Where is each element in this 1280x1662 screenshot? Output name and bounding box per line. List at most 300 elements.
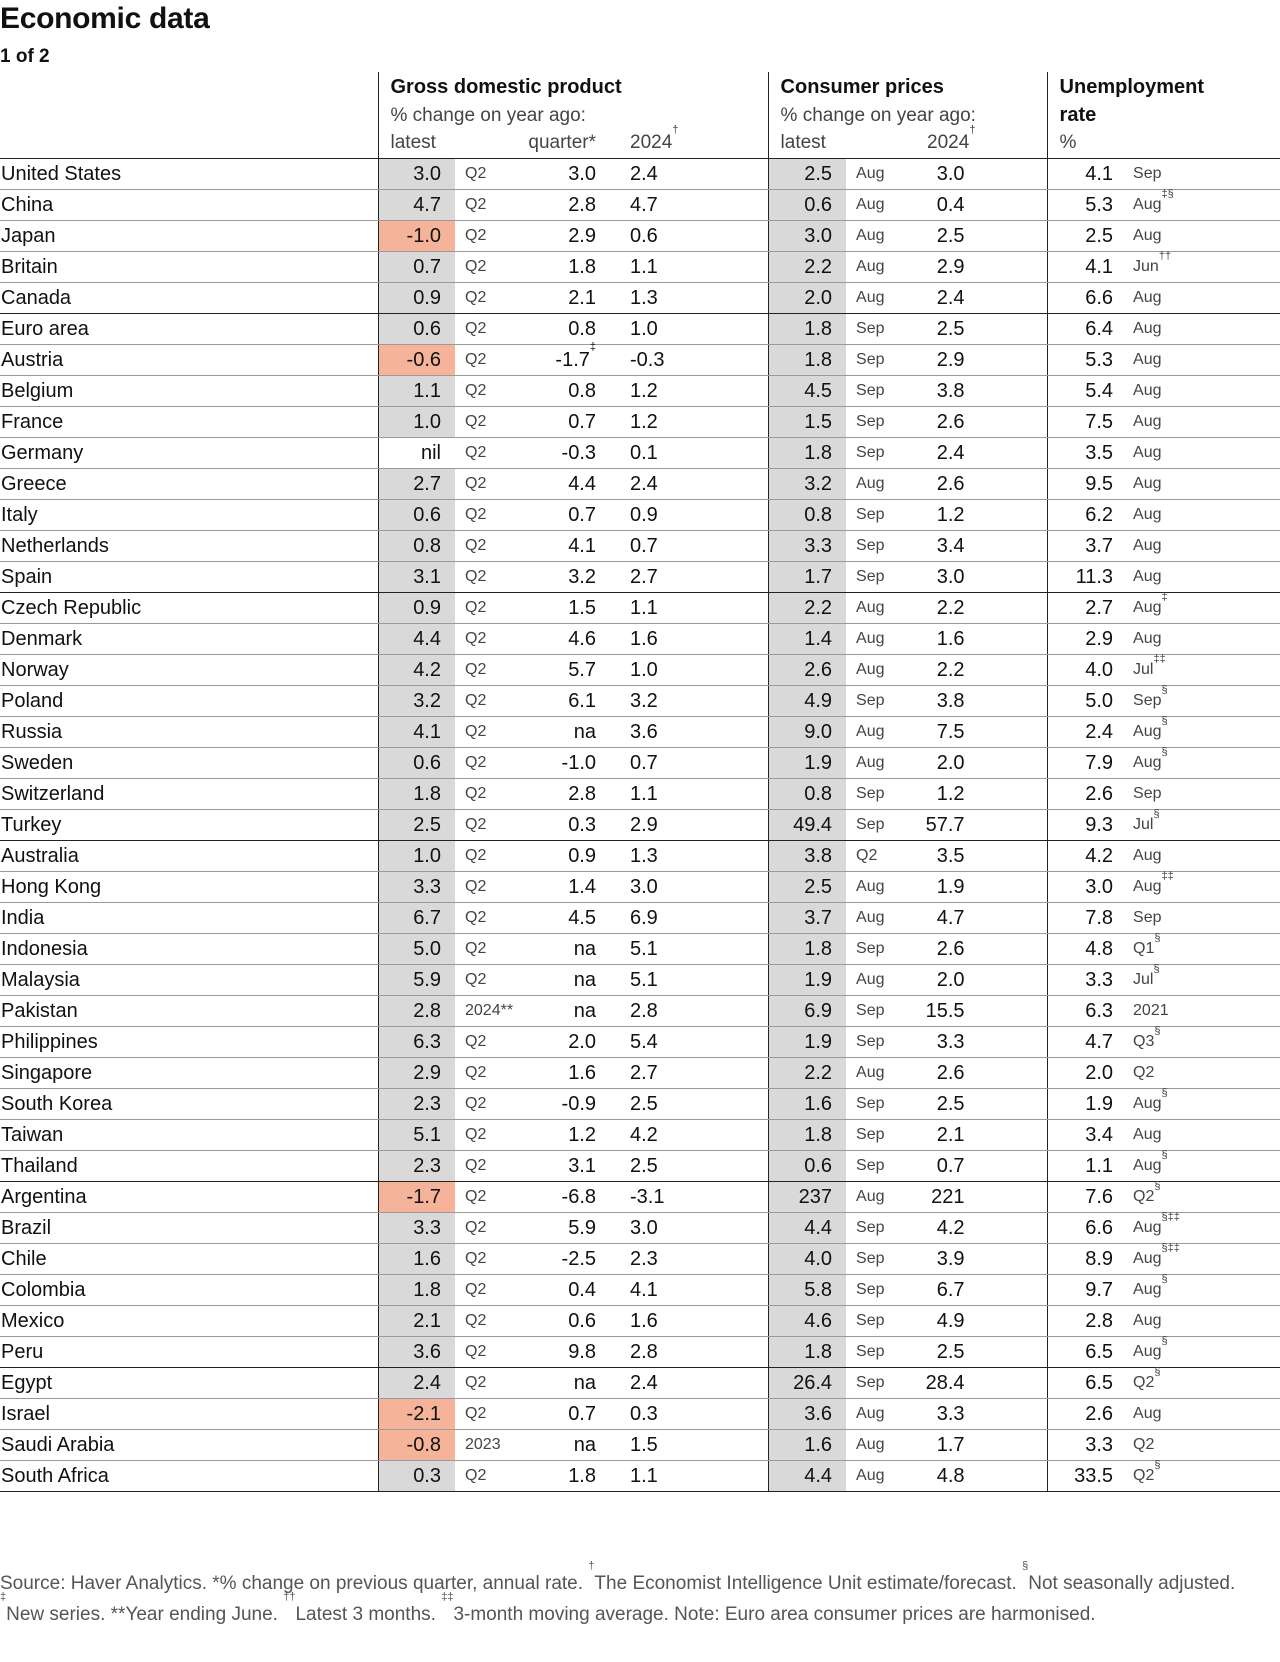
cp-2024-value: 6.7 bbox=[905, 1275, 1047, 1306]
cp-2024-value: 2.6 bbox=[905, 469, 1047, 500]
cp-latest-value: 49.4 bbox=[768, 810, 846, 841]
gdp-period: Q2 bbox=[455, 531, 525, 562]
unemployment-period: Q2 bbox=[1123, 1058, 1280, 1089]
unemployment-period: Aug bbox=[1123, 1306, 1280, 1337]
gdp-quarter-value: 2.9 bbox=[525, 221, 600, 252]
gdp-latest-value: 3.6 bbox=[378, 1337, 455, 1368]
cp-period: Sep bbox=[846, 562, 905, 593]
table-row bbox=[0, 469, 1280, 500]
gdp-period: Q2 bbox=[455, 159, 525, 190]
unemployment-rate-value: 9.7 bbox=[1047, 1275, 1123, 1306]
cp-latest-value: 5.8 bbox=[768, 1275, 846, 1306]
unemployment-rate-value: 4.7 bbox=[1047, 1027, 1123, 1058]
gdp-quarter-value: 1.8 bbox=[525, 252, 600, 283]
cp-period: Sep bbox=[846, 438, 905, 469]
unemployment-rate-value: 4.0 bbox=[1047, 655, 1123, 686]
gdp-latest-value: 3.1 bbox=[378, 562, 455, 593]
unemployment-rate-value: 5.0 bbox=[1047, 686, 1123, 717]
cp-latest-value: 3.6 bbox=[768, 1399, 846, 1430]
header-gdp: Gross domestic product bbox=[378, 72, 768, 99]
cp-period: Aug bbox=[846, 159, 905, 190]
cp-2024-value: 2.9 bbox=[905, 345, 1047, 376]
gdp-latest-value: 5.1 bbox=[378, 1120, 455, 1151]
cp-period: Aug bbox=[846, 1461, 905, 1492]
gdp-quarter-value: -1.0 bbox=[525, 748, 600, 779]
cp-latest-value: 1.5 bbox=[768, 407, 846, 438]
cp-latest-value: 4.5 bbox=[768, 376, 846, 407]
gdp-2024-value: 5.4 bbox=[600, 1027, 768, 1058]
unemployment-period: Aug bbox=[1123, 531, 1280, 562]
unemployment-period: Aug‡‡ bbox=[1123, 872, 1280, 903]
unemployment-rate-value: 6.4 bbox=[1047, 314, 1123, 345]
cp-period: Sep bbox=[846, 1027, 905, 1058]
gdp-period: Q2 bbox=[455, 252, 525, 283]
unemployment-rate-value: 5.3 bbox=[1047, 190, 1123, 221]
unemployment-period: Jul‡‡ bbox=[1123, 655, 1280, 686]
table-row bbox=[0, 655, 1280, 686]
unemployment-period: Aug bbox=[1123, 345, 1280, 376]
country-name: Poland bbox=[0, 686, 378, 717]
gdp-period: Q2 bbox=[455, 1213, 525, 1244]
gdp-quarter-value: 9.8 bbox=[525, 1337, 600, 1368]
gdp-quarter-value: 2.8 bbox=[525, 190, 600, 221]
gdp-2024-value: 5.1 bbox=[600, 934, 768, 965]
gdp-2024-value: 5.1 bbox=[600, 965, 768, 996]
gdp-quarter-value: 0.3 bbox=[525, 810, 600, 841]
cp-2024-value: 2.5 bbox=[905, 221, 1047, 252]
gdp-quarter-value: 1.6 bbox=[525, 1058, 600, 1089]
cp-period: Sep bbox=[846, 686, 905, 717]
country-name: Egypt bbox=[0, 1368, 378, 1399]
table-row bbox=[0, 872, 1280, 903]
cp-2024-value: 4.7 bbox=[905, 903, 1047, 934]
gdp-quarter-value: 0.9 bbox=[525, 841, 600, 872]
cp-2024-value: 0.4 bbox=[905, 190, 1047, 221]
table-row bbox=[0, 190, 1280, 221]
gdp-quarter-value: 6.1 bbox=[525, 686, 600, 717]
table-row bbox=[0, 1275, 1280, 1306]
gdp-latest-value: 2.5 bbox=[378, 810, 455, 841]
gdp-latest-value: 1.6 bbox=[378, 1244, 455, 1275]
cp-latest-value: 1.8 bbox=[768, 1337, 846, 1368]
cp-latest-value: 4.4 bbox=[768, 1213, 846, 1244]
unemployment-rate-value: 11.3 bbox=[1047, 562, 1123, 593]
unemployment-rate-value: 6.2 bbox=[1047, 500, 1123, 531]
gdp-2024-value: 0.6 bbox=[600, 221, 768, 252]
gdp-quarter-value: 0.7 bbox=[525, 407, 600, 438]
unemployment-period: Aug§ bbox=[1123, 1337, 1280, 1368]
cp-latest-value: 2.0 bbox=[768, 283, 846, 314]
unemployment-period: Aug bbox=[1123, 500, 1280, 531]
table-row bbox=[0, 810, 1280, 841]
cp-latest-value: 1.8 bbox=[768, 314, 846, 345]
table-row bbox=[0, 903, 1280, 934]
cp-period: Sep bbox=[846, 934, 905, 965]
country-name: South Korea bbox=[0, 1089, 378, 1120]
cp-period: Aug bbox=[846, 221, 905, 252]
table-row bbox=[0, 314, 1280, 345]
gdp-2024-value: 2.5 bbox=[600, 1089, 768, 1120]
cp-2024-value: 3.5 bbox=[905, 841, 1047, 872]
gdp-quarter-value: na bbox=[525, 717, 600, 748]
cp-period: Aug bbox=[846, 965, 905, 996]
gdp-2024-value: 1.3 bbox=[600, 283, 768, 314]
unemployment-period: Aug§ bbox=[1123, 748, 1280, 779]
gdp-period: Q2 bbox=[455, 283, 525, 314]
cp-2024-value: 3.4 bbox=[905, 531, 1047, 562]
gdp-2024-value: 2.4 bbox=[600, 159, 768, 190]
gdp-latest-value: 2.7 bbox=[378, 469, 455, 500]
gdp-2024-value: 1.6 bbox=[600, 624, 768, 655]
unemployment-rate-value: 7.6 bbox=[1047, 1182, 1123, 1213]
cp-latest-value: 1.6 bbox=[768, 1430, 846, 1461]
cp-latest-value: 3.3 bbox=[768, 531, 846, 562]
table-row bbox=[0, 283, 1280, 314]
table-row bbox=[0, 996, 1280, 1027]
gdp-2024-value: 1.2 bbox=[600, 407, 768, 438]
gdp-latest-value: 2.1 bbox=[378, 1306, 455, 1337]
gdp-quarter-value: -0.3 bbox=[525, 438, 600, 469]
cp-latest-value: 4.6 bbox=[768, 1306, 846, 1337]
table-row bbox=[0, 1461, 1280, 1492]
country-name: Mexico bbox=[0, 1306, 378, 1337]
cp-2024-value: 1.2 bbox=[905, 500, 1047, 531]
economic-data-table bbox=[0, 72, 1280, 1492]
cp-2024-value: 1.6 bbox=[905, 624, 1047, 655]
gdp-quarter-value: -2.5 bbox=[525, 1244, 600, 1275]
cp-latest-value: 9.0 bbox=[768, 717, 846, 748]
cp-period: Aug bbox=[846, 655, 905, 686]
header-cp-2024: 2024† bbox=[905, 127, 1047, 159]
gdp-latest-value: 0.9 bbox=[378, 283, 455, 314]
unemployment-period: Sep§ bbox=[1123, 686, 1280, 717]
cp-latest-value: 0.8 bbox=[768, 500, 846, 531]
gdp-latest-value: 0.6 bbox=[378, 314, 455, 345]
unemployment-rate-value: 8.9 bbox=[1047, 1244, 1123, 1275]
table-row bbox=[0, 1306, 1280, 1337]
cp-latest-value: 2.5 bbox=[768, 159, 846, 190]
gdp-2024-value: 3.0 bbox=[600, 872, 768, 903]
unemployment-period: Jul§ bbox=[1123, 810, 1280, 841]
gdp-period: Q2 bbox=[455, 965, 525, 996]
gdp-latest-value: 1.8 bbox=[378, 1275, 455, 1306]
gdp-period: Q2 bbox=[455, 686, 525, 717]
cp-period: Aug bbox=[846, 1058, 905, 1089]
gdp-period: Q2 bbox=[455, 190, 525, 221]
unemployment-period: Aug bbox=[1123, 841, 1280, 872]
country-name: Taiwan bbox=[0, 1120, 378, 1151]
header-blank bbox=[0, 99, 378, 127]
unemployment-period: Aug‡§ bbox=[1123, 190, 1280, 221]
cp-period: Sep bbox=[846, 1337, 905, 1368]
cp-latest-value: 4.9 bbox=[768, 686, 846, 717]
cp-latest-value: 0.6 bbox=[768, 190, 846, 221]
gdp-quarter-value: 1.4 bbox=[525, 872, 600, 903]
cp-2024-value: 3.0 bbox=[905, 159, 1047, 190]
cp-latest-value: 237 bbox=[768, 1182, 846, 1213]
unemployment-rate-value: 9.5 bbox=[1047, 469, 1123, 500]
cp-period: Sep bbox=[846, 1120, 905, 1151]
cp-latest-value: 1.8 bbox=[768, 1120, 846, 1151]
gdp-2024-value: 2.7 bbox=[600, 562, 768, 593]
cp-latest-value: 2.2 bbox=[768, 593, 846, 624]
cp-period: Aug bbox=[846, 748, 905, 779]
cp-2024-value: 3.3 bbox=[905, 1399, 1047, 1430]
cp-period: Sep bbox=[846, 1213, 905, 1244]
country-name: Greece bbox=[0, 469, 378, 500]
gdp-period: Q2 bbox=[455, 500, 525, 531]
unemployment-rate-value: 7.9 bbox=[1047, 748, 1123, 779]
gdp-quarter-value: 3.2 bbox=[525, 562, 600, 593]
gdp-latest-value: -1.7 bbox=[378, 1182, 455, 1213]
gdp-latest-value: 5.0 bbox=[378, 934, 455, 965]
cp-period: Sep bbox=[846, 779, 905, 810]
country-name: Norway bbox=[0, 655, 378, 686]
gdp-2024-value: 0.7 bbox=[600, 748, 768, 779]
gdp-latest-value: 6.7 bbox=[378, 903, 455, 934]
unemployment-period: Q2§ bbox=[1123, 1461, 1280, 1492]
gdp-latest-value: 3.3 bbox=[378, 1213, 455, 1244]
cp-2024-value: 2.1 bbox=[905, 1120, 1047, 1151]
country-name: Israel bbox=[0, 1399, 378, 1430]
gdp-quarter-value: 0.8 bbox=[525, 376, 600, 407]
gdp-latest-value: 1.0 bbox=[378, 407, 455, 438]
table-row bbox=[0, 965, 1280, 996]
gdp-period: Q2 bbox=[455, 1244, 525, 1275]
cp-period: Sep bbox=[846, 1244, 905, 1275]
gdp-2024-value: 0.3 bbox=[600, 1399, 768, 1430]
cp-period: Aug bbox=[846, 1182, 905, 1213]
gdp-period: Q2 bbox=[455, 810, 525, 841]
gdp-latest-value: 4.1 bbox=[378, 717, 455, 748]
cp-latest-value: 3.7 bbox=[768, 903, 846, 934]
cp-2024-value: 3.0 bbox=[905, 562, 1047, 593]
gdp-2024-value: 1.2 bbox=[600, 376, 768, 407]
unemployment-rate-value: 3.7 bbox=[1047, 531, 1123, 562]
gdp-quarter-value: na bbox=[525, 1430, 600, 1461]
gdp-latest-value: 1.1 bbox=[378, 376, 455, 407]
gdp-2024-value: 1.1 bbox=[600, 252, 768, 283]
gdp-quarter-value: 0.7 bbox=[525, 1399, 600, 1430]
cp-latest-value: 1.8 bbox=[768, 345, 846, 376]
cp-2024-value: 2.0 bbox=[905, 965, 1047, 996]
gdp-quarter-value: 4.4 bbox=[525, 469, 600, 500]
header-cp-sub: % change on year ago: bbox=[768, 99, 1047, 127]
cp-period: Sep bbox=[846, 810, 905, 841]
gdp-latest-value: 3.2 bbox=[378, 686, 455, 717]
cp-period: Sep bbox=[846, 1151, 905, 1182]
cp-2024-value: 2.2 bbox=[905, 593, 1047, 624]
gdp-quarter-value: -6.8 bbox=[525, 1182, 600, 1213]
unemployment-rate-value: 3.0 bbox=[1047, 872, 1123, 903]
country-name: United States bbox=[0, 159, 378, 190]
gdp-2024-value: 1.1 bbox=[600, 779, 768, 810]
unemployment-period: Aug§ bbox=[1123, 1089, 1280, 1120]
unemployment-rate-value: 3.5 bbox=[1047, 438, 1123, 469]
header-gdp-latest: latest bbox=[378, 127, 525, 159]
cp-2024-value: 221 bbox=[905, 1182, 1047, 1213]
country-name: Turkey bbox=[0, 810, 378, 841]
cp-latest-value: 2.5 bbox=[768, 872, 846, 903]
unemployment-rate-value: 6.5 bbox=[1047, 1337, 1123, 1368]
unemployment-rate-value: 9.3 bbox=[1047, 810, 1123, 841]
table-row bbox=[0, 562, 1280, 593]
table-row bbox=[0, 345, 1280, 376]
cp-2024-value: 2.5 bbox=[905, 1089, 1047, 1120]
unemployment-rate-value: 6.6 bbox=[1047, 283, 1123, 314]
unemployment-rate-value: 4.1 bbox=[1047, 159, 1123, 190]
table-row bbox=[0, 159, 1280, 190]
country-name: Euro area bbox=[0, 314, 378, 345]
cp-2024-value: 2.6 bbox=[905, 1058, 1047, 1089]
cp-latest-value: 2.2 bbox=[768, 252, 846, 283]
gdp-latest-value: 1.0 bbox=[378, 841, 455, 872]
unemployment-period: Aug bbox=[1123, 283, 1280, 314]
table-row bbox=[0, 221, 1280, 252]
country-name: Sweden bbox=[0, 748, 378, 779]
gdp-period: Q2 bbox=[455, 841, 525, 872]
unemployment-period: Q1§ bbox=[1123, 934, 1280, 965]
gdp-2024-value: 1.0 bbox=[600, 655, 768, 686]
country-name: Brazil bbox=[0, 1213, 378, 1244]
gdp-period: Q2 bbox=[455, 1058, 525, 1089]
table-row bbox=[0, 1027, 1280, 1058]
gdp-latest-value: 0.6 bbox=[378, 500, 455, 531]
gdp-period: Q2 bbox=[455, 1151, 525, 1182]
gdp-period: Q2 bbox=[455, 1461, 525, 1492]
header-cp-latest: latest bbox=[768, 127, 905, 159]
cp-latest-value: 3.8 bbox=[768, 841, 846, 872]
gdp-latest-value: 6.3 bbox=[378, 1027, 455, 1058]
cp-period: Aug bbox=[846, 903, 905, 934]
table-row bbox=[0, 1151, 1280, 1182]
gdp-quarter-value: 4.6 bbox=[525, 624, 600, 655]
table-row bbox=[0, 1058, 1280, 1089]
gdp-2024-value: 4.7 bbox=[600, 190, 768, 221]
cp-latest-value: 3.0 bbox=[768, 221, 846, 252]
cp-latest-value: 4.0 bbox=[768, 1244, 846, 1275]
unemployment-rate-value: 2.9 bbox=[1047, 624, 1123, 655]
unemployment-period: Sep bbox=[1123, 159, 1280, 190]
unemployment-rate-value: 1.1 bbox=[1047, 1151, 1123, 1182]
cp-latest-value: 1.8 bbox=[768, 438, 846, 469]
gdp-2024-value: 1.5 bbox=[600, 1430, 768, 1461]
cp-2024-value: 2.5 bbox=[905, 1337, 1047, 1368]
country-name: Chile bbox=[0, 1244, 378, 1275]
gdp-2024-value: 0.9 bbox=[600, 500, 768, 531]
cp-2024-value: 57.7 bbox=[905, 810, 1047, 841]
unemployment-period: Aug§ bbox=[1123, 1275, 1280, 1306]
unemployment-rate-value: 2.6 bbox=[1047, 1399, 1123, 1430]
unemployment-rate-value: 7.5 bbox=[1047, 407, 1123, 438]
header-unemployment-unit: % bbox=[1047, 127, 1280, 159]
unemployment-rate-value: 33.5 bbox=[1047, 1461, 1123, 1492]
gdp-quarter-value: 3.0 bbox=[525, 159, 600, 190]
unemployment-rate-value: 2.4 bbox=[1047, 717, 1123, 748]
gdp-latest-value: -0.6 bbox=[378, 345, 455, 376]
country-name: Australia bbox=[0, 841, 378, 872]
unemployment-period: Aug§‡‡ bbox=[1123, 1213, 1280, 1244]
table-row bbox=[0, 1337, 1280, 1368]
country-name: Italy bbox=[0, 500, 378, 531]
cp-2024-value: 2.9 bbox=[905, 252, 1047, 283]
unemployment-rate-value: 2.0 bbox=[1047, 1058, 1123, 1089]
unemployment-period: Aug bbox=[1123, 376, 1280, 407]
country-name: Philippines bbox=[0, 1027, 378, 1058]
gdp-period: Q2 bbox=[455, 593, 525, 624]
cp-latest-value: 3.2 bbox=[768, 469, 846, 500]
gdp-latest-value: 2.4 bbox=[378, 1368, 455, 1399]
cp-2024-value: 28.4 bbox=[905, 1368, 1047, 1399]
cp-period: Aug bbox=[846, 1399, 905, 1430]
header-gdp-2024: 2024† bbox=[600, 127, 768, 159]
country-name: China bbox=[0, 190, 378, 221]
cp-latest-value: 0.8 bbox=[768, 779, 846, 810]
cp-period: Aug bbox=[846, 469, 905, 500]
gdp-period: Q2 bbox=[455, 934, 525, 965]
cp-period: Aug bbox=[846, 252, 905, 283]
gdp-quarter-value: na bbox=[525, 965, 600, 996]
gdp-quarter-value: 2.1 bbox=[525, 283, 600, 314]
cp-2024-value: 0.7 bbox=[905, 1151, 1047, 1182]
table-row bbox=[0, 1213, 1280, 1244]
gdp-quarter-value: 5.9 bbox=[525, 1213, 600, 1244]
cp-2024-value: 2.6 bbox=[905, 934, 1047, 965]
cp-period: Sep bbox=[846, 531, 905, 562]
cp-2024-value: 2.4 bbox=[905, 283, 1047, 314]
table-row bbox=[0, 438, 1280, 469]
gdp-period: Q2 bbox=[455, 314, 525, 345]
gdp-latest-value: 0.9 bbox=[378, 593, 455, 624]
table-row bbox=[0, 531, 1280, 562]
table-header bbox=[0, 72, 1280, 159]
cp-period: Aug bbox=[846, 624, 905, 655]
cp-2024-value: 2.4 bbox=[905, 438, 1047, 469]
cp-period: Sep bbox=[846, 1275, 905, 1306]
gdp-2024-value: 2.4 bbox=[600, 1368, 768, 1399]
cp-period: Sep bbox=[846, 1306, 905, 1337]
country-name: Canada bbox=[0, 283, 378, 314]
unemployment-period: Aug bbox=[1123, 438, 1280, 469]
country-name: Colombia bbox=[0, 1275, 378, 1306]
header-consumer-prices: Consumer prices bbox=[768, 72, 1047, 99]
country-name: Argentina bbox=[0, 1182, 378, 1213]
gdp-latest-value: 2.9 bbox=[378, 1058, 455, 1089]
header-gdp-sub: % change on year ago: bbox=[378, 99, 768, 127]
cp-period: Sep bbox=[846, 996, 905, 1027]
country-name: Hong Kong bbox=[0, 872, 378, 903]
gdp-period: Q2 bbox=[455, 1120, 525, 1151]
gdp-period: Q2 bbox=[455, 1399, 525, 1430]
cp-2024-value: 4.9 bbox=[905, 1306, 1047, 1337]
table-row bbox=[0, 1182, 1280, 1213]
cp-latest-value: 1.9 bbox=[768, 965, 846, 996]
gdp-2024-value: 1.1 bbox=[600, 593, 768, 624]
unemployment-rate-value: 6.6 bbox=[1047, 1213, 1123, 1244]
gdp-quarter-value: 0.7 bbox=[525, 500, 600, 531]
gdp-period: Q2 bbox=[455, 1027, 525, 1058]
unemployment-period: Aug bbox=[1123, 562, 1280, 593]
gdp-latest-value: 0.8 bbox=[378, 531, 455, 562]
gdp-latest-value: 5.9 bbox=[378, 965, 455, 996]
page-counter: 1 of 2 bbox=[0, 46, 50, 67]
country-name: Malaysia bbox=[0, 965, 378, 996]
cp-latest-value: 2.2 bbox=[768, 1058, 846, 1089]
gdp-latest-value: 2.3 bbox=[378, 1151, 455, 1182]
unemployment-period: Jul§ bbox=[1123, 965, 1280, 996]
cp-2024-value: 2.5 bbox=[905, 314, 1047, 345]
cp-period: Aug bbox=[846, 593, 905, 624]
